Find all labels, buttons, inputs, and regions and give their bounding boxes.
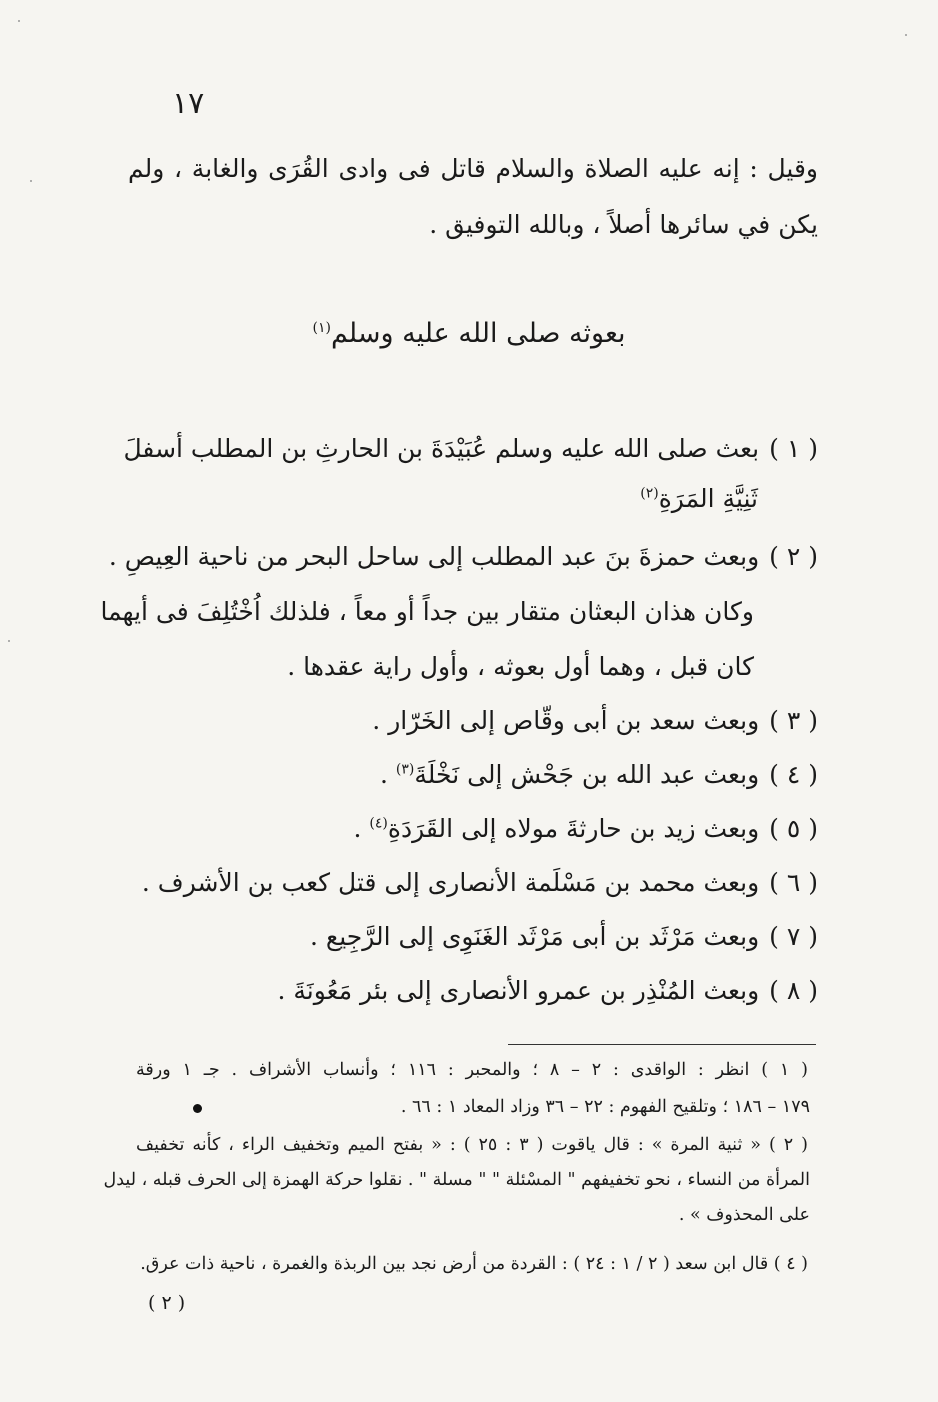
footnote-marker: (٢) <box>640 485 659 502</box>
footnote-2-line-3: على المحذوف » . <box>678 1205 810 1225</box>
scan-speck <box>30 180 32 182</box>
list-item <box>123 434 818 463</box>
footnote-1-line-1: ( ١ ) انظر : الواقدى : ٢ – ٨ ؛ والمحبر : ١١٦ ؛ وأنساب الأشراف . جـ ١ ورقة <box>136 1060 808 1080</box>
entry-text: وبعث محمد بن مَسْلَمة الأنصارى إلى قتل كعب بن الأشرف . <box>141 868 760 897</box>
footnote-marker: (٤) <box>369 815 388 832</box>
footnote-4-line-1: ( ٤ ) قال ابن سعد ( ٢ / ١ : ٢٤ ) : القردة من أرض نجد بين الربذة والغمرة ، ناحية ذات عرق. <box>140 1254 808 1274</box>
section-heading <box>0 318 938 349</box>
entry-number: ( ٢ ) <box>769 542 818 571</box>
entry-text: وبعث حمزةَ بنَ عبد المطلب إلى ساحل البحر من ناحية العِيصِ . <box>108 542 760 571</box>
footnote-marker: (٣) <box>395 761 415 778</box>
entry-number: ( ٧ ) <box>769 922 818 951</box>
entry-number: ( ٣ ) <box>769 706 818 735</box>
list-item <box>128 814 818 843</box>
list-item <box>128 922 818 951</box>
heading-footnote-marker: (١) <box>312 320 331 336</box>
paragraph-line-1: وكان هذان البعثان متقار بين جداً أو معاً ، فلذلك اُخْتُلِفَ فى أيهما <box>100 597 754 626</box>
entry-text: وبعث سعد بن أبى وقّاص إلى الخَرّار . <box>372 706 760 735</box>
entry-text: وبعث زيد بن حارثةَ مولاه إلى القَرَدَةِ <box>387 814 760 843</box>
list-item-continuation <box>128 484 758 513</box>
list-item <box>108 542 818 571</box>
footnote-2-line-1: ( ٢ ) « ثنية المرة » : قال ياقوت ( ٣ : ٢٥ ) : « بفتح الميم وتخفيف الراء ، كأنه تخفيف <box>136 1135 809 1155</box>
list-item <box>128 868 818 897</box>
footnote-1-line-2: ١٧٩ – ١٨٦ ؛ وتلقيح الفهوم : ٢٢ – ٣٦ وزاد المعاد ١ : ٦٦ . <box>400 1097 810 1117</box>
entry-number: ( ٥ ) <box>769 814 818 843</box>
intro-line-2: يكن في سائرها أصلاً ، وبالله التوفيق . <box>429 210 818 239</box>
list-item <box>128 760 818 789</box>
entry-text: ثَنِيَّةِ المَرَةِ <box>658 484 758 513</box>
entry-number: ( ٤ ) <box>769 760 818 789</box>
bullet-dot <box>193 1104 202 1113</box>
entry-end: . <box>353 814 362 843</box>
scan-speck <box>905 34 907 36</box>
entry-text: بعث صلى الله عليه وسلم عُبَيْدَةَ بن الحارثِ بن المطلب أسفلَ <box>123 434 760 463</box>
entry-end: . <box>380 760 388 789</box>
footnote-divider <box>508 1044 816 1045</box>
entry-text: وبعث المُنْذِر بن عمرو الأنصارى إلى بئر مَعُونَةَ . <box>277 976 760 1005</box>
page-number: ١٧ <box>172 86 205 121</box>
entry-number: ( ٨ ) <box>769 976 818 1005</box>
signature-mark: ( ٢ ) <box>148 1292 186 1314</box>
entry-text: وبعث عبد الله بن جَحْش إلى نَخْلَةَ <box>414 760 760 789</box>
list-item <box>128 976 818 1005</box>
footnote-2-line-2: المرأة من النساء ، نحو تخفيفهم " المسْئلة " " مسلة " . نقلوا حركة الهمزة إلى الحرف قبله ، ليدل <box>103 1170 810 1190</box>
heading-text: بعوثه صلى الله عليه وسلم <box>330 318 626 349</box>
entry-number: ( ١ ) <box>769 434 818 463</box>
scan-speck <box>18 20 20 22</box>
entry-text: وبعث مَرْثَد بن أبى مَرْثَد الغَنَوِى إلى الرَّجِيع . <box>310 922 760 951</box>
paragraph-line-2: كان قبل ، وهما أول بعوثه ، وأول راية عقدها . <box>287 652 754 681</box>
intro-line-1: وقيل : إنه عليه الصلاة والسلام قاتل فى وادى القُرَى والغابة ، ولم <box>128 154 818 183</box>
entry-number: ( ٦ ) <box>769 868 818 897</box>
scan-speck <box>8 640 10 642</box>
list-item <box>128 706 818 735</box>
